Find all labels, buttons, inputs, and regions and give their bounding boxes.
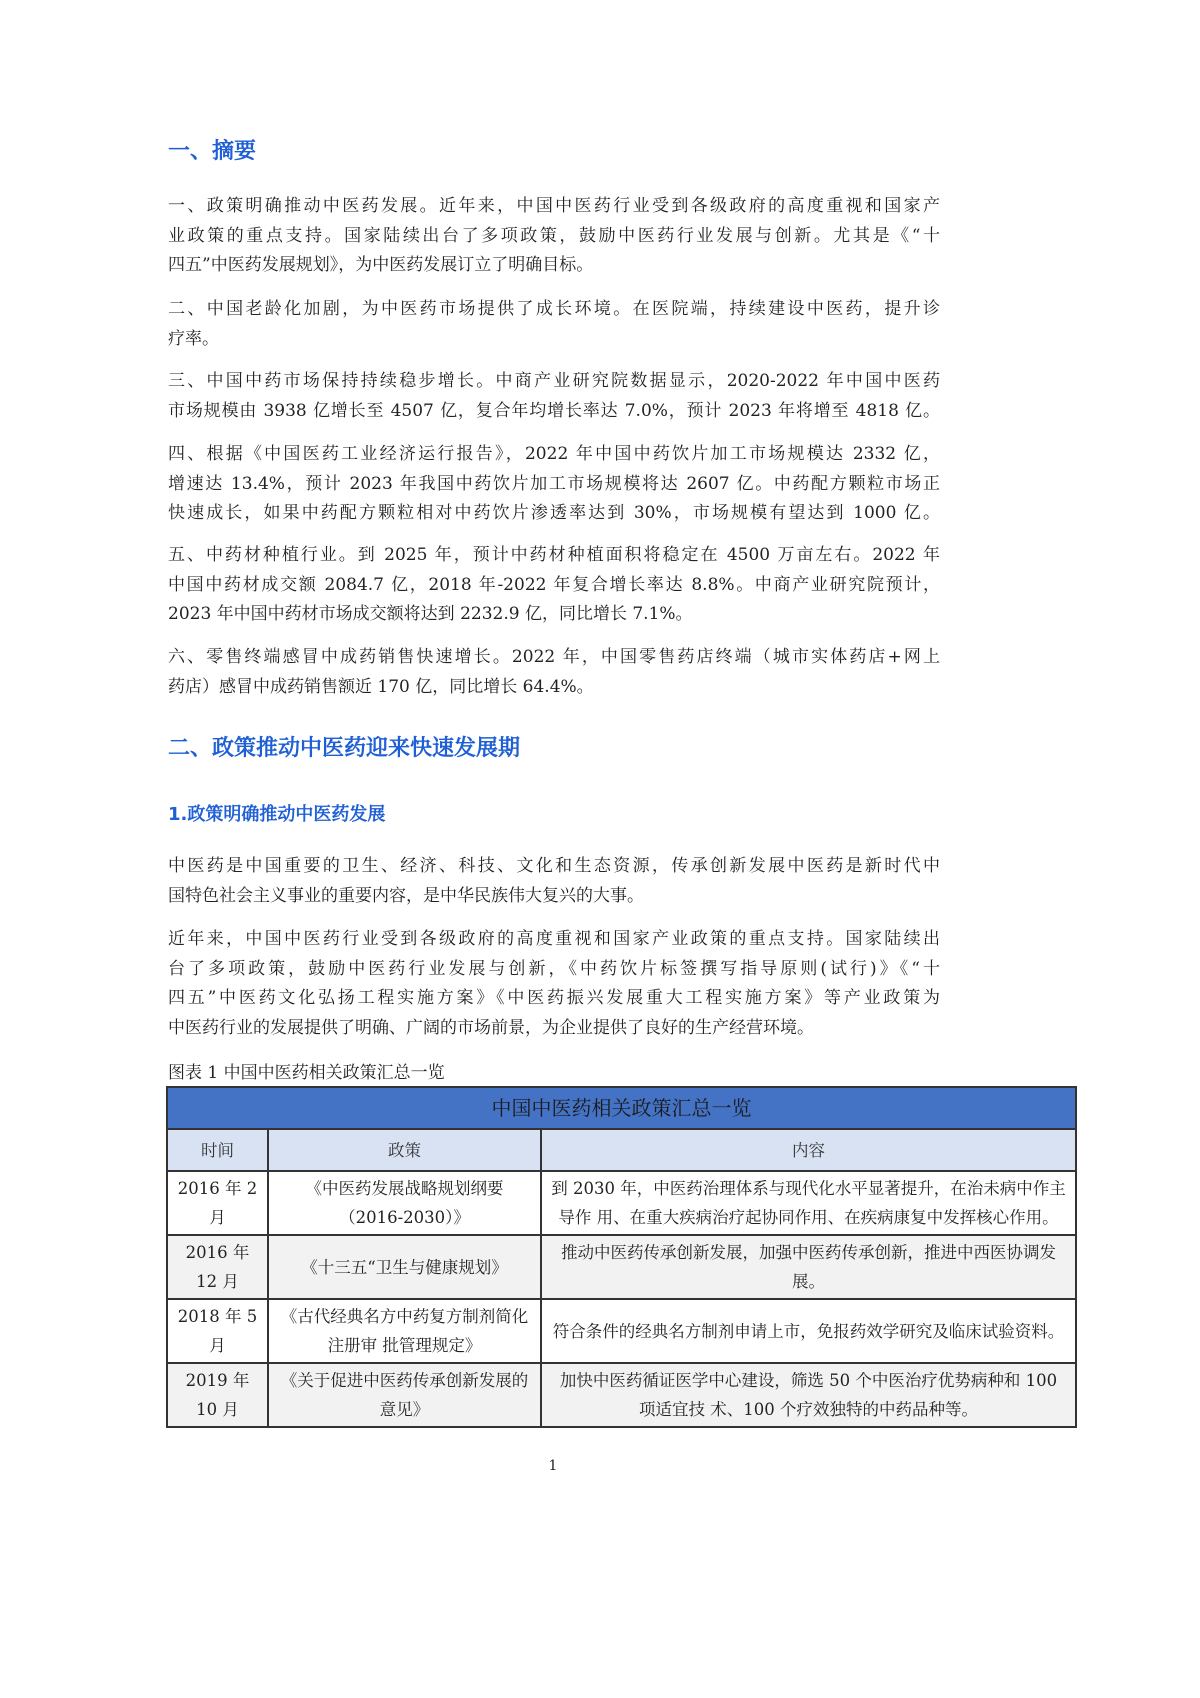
table-row [167, 1363, 1076, 1427]
figure-caption: 图表 1 中国中医药相关政策汇总一览 [168, 1058, 940, 1087]
column-header: 时间 [167, 1129, 268, 1171]
text-line: 中医药行业的发展提供了明确、广阔的市场前景，为企业提供了良好的生产经营环境。 [168, 1017, 814, 1038]
text-line: 四、根据《中国医药工业经济运行报告》，2022 年中国中药饮片加工市场规模达 2332 亿， [168, 444, 940, 464]
body-paragraph-1 [168, 852, 940, 911]
page-number: 1 [548, 1458, 558, 1474]
policy-table [166, 1086, 1077, 1428]
text-line: 四五”中医药文化弘扬工程实施方案》《中医药振兴发展重大工程实施方案》等产业政策为 [168, 988, 940, 1008]
text-line: 增速达 13.4%，预计 2023 年我国中药饮片加工市场规模将达 2607 亿。中药配方颗粒市场正 [168, 473, 940, 494]
text-line: 药店）感冒中成药销售额近 170 亿，同比增长 64.4%。 [168, 676, 594, 697]
text-line: 二、中国老龄化加剧，为中医药市场提供了成长环境。在医院端，持续建设中医药，提升诊 [168, 299, 940, 319]
text-line: 近年来，中国中医药行业受到各级政府的高度重视和国家产业政策的重点支持。国家陆续出 [168, 929, 940, 949]
content-cell: 符合条件的经典名方制剂申请上市，免报药效学研究及临床试验资料。 [541, 1299, 1076, 1363]
text-line: 三、中国中药市场保持持续稳步增长。中商产业研究院数据显示，2020-2022 年中国中医药 [168, 371, 940, 391]
policy-cell: 《十三五“卫生与健康规划》 [268, 1235, 541, 1299]
content-cell: 到 2030 年，中医药治理体系与现代化水平显著提升，在治未病中作主导作 用、在重大疾病治疗起协同作用、在疾病康复中发挥核心作用。 [541, 1171, 1076, 1235]
table-row [167, 1299, 1076, 1363]
column-header: 内容 [541, 1129, 1076, 1171]
text-line: 四五”中医药发展规划》，为中医药发展订立了明确目标。 [168, 255, 594, 275]
content-cell: 推动中医药传承创新发展，加强中医药传承创新，推进中西医协调发展。 [541, 1235, 1076, 1299]
table-title: 中国中医药相关政策汇总一览 [167, 1087, 1076, 1129]
text-line: 疗率。 [168, 328, 219, 349]
table-row [167, 1235, 1076, 1299]
policy-cell: 《中医药发展战略规划纲要（2016-2030）》 [268, 1171, 541, 1235]
summary-paragraph-4 [168, 440, 940, 529]
date-cell: 2016 年 12 月 [167, 1235, 268, 1299]
text-line: 一、政策明确推动中医药发展。近年来，中国中医药行业受到各级政府的高度重视和国家产 [168, 196, 940, 216]
text-line: 快速成长，如果中药配方颗粒相对中药饮片渗透率达到 30%，市场规模有望达到 1000 亿。 [168, 503, 940, 523]
text-line: 市场规模由 3938 亿增长至 4507 亿，复合年均增长率达 7.0%，预计 2023 年将增至 4818 亿。 [168, 400, 940, 421]
text-line: 中医药是中国重要的卫生、经济、科技、文化和生态资源，传承创新发展中医药是新时代中 [168, 856, 940, 876]
text-line: 国特色社会主义事业的重要内容，是中华民族伟大复兴的大事。 [168, 885, 644, 906]
content-cell: 加快中医药循证医学中心建设，筛选 50 个中医治疗优势病种和 100 项适宜技 术、100 个疗效独特的中药品种等。 [541, 1363, 1076, 1427]
date-cell: 2018 年 5 月 [167, 1299, 268, 1363]
text-line: 台了多项政策，鼓励中医药行业发展与创新，《中药饮片标签撰写指导原则(试行)》《“十 [168, 958, 940, 979]
text-line: 中国中药材成交额 2084.7 亿，2018 年-2022 年复合增长率达 8.8%。中商产业研究院预计， [168, 574, 940, 595]
subsection-heading: 1.政策明确推动中医药发展 [168, 804, 386, 825]
summary-paragraph-1 [168, 192, 940, 281]
policy-cell: 《古代经典名方中药复方制剂简化注册审 批管理规定》 [268, 1299, 541, 1363]
column-header: 政策 [268, 1129, 541, 1171]
policy-cell: 《关于促进中医药传承创新发展的意见》 [268, 1363, 541, 1427]
section-1-heading: 一、摘要 [168, 139, 257, 164]
date-cell: 2019 年 10 月 [167, 1363, 268, 1427]
summary-paragraph-3 [168, 367, 940, 426]
section-2-heading: 二、政策推动中医药迎来快速发展期 [168, 736, 521, 761]
summary-paragraph-2 [168, 295, 940, 354]
table-row [167, 1171, 1076, 1235]
text-line: 六、零售终端感冒中成药销售快速增长。2022 年，中国零售药店终端（城市实体药店+网上 [168, 647, 940, 667]
date-cell: 2016 年 2 月 [167, 1171, 268, 1235]
text-line: 五、中药材种植行业。到 2025 年，预计中药材种植面积将稳定在 4500 万亩左右。2022 年 [168, 545, 940, 565]
summary-paragraph-6 [168, 643, 940, 702]
text-line: 2023 年中国中药材市场成交额将达到 2232.9 亿，同比增长 7.1%。 [168, 604, 693, 624]
text-line: 业政策的重点支持。国家陆续出台了多项政策，鼓励中医药行业发展与创新。尤其是《“十 [168, 225, 940, 246]
body-paragraph-2 [168, 925, 940, 1043]
summary-paragraph-5 [168, 541, 940, 630]
